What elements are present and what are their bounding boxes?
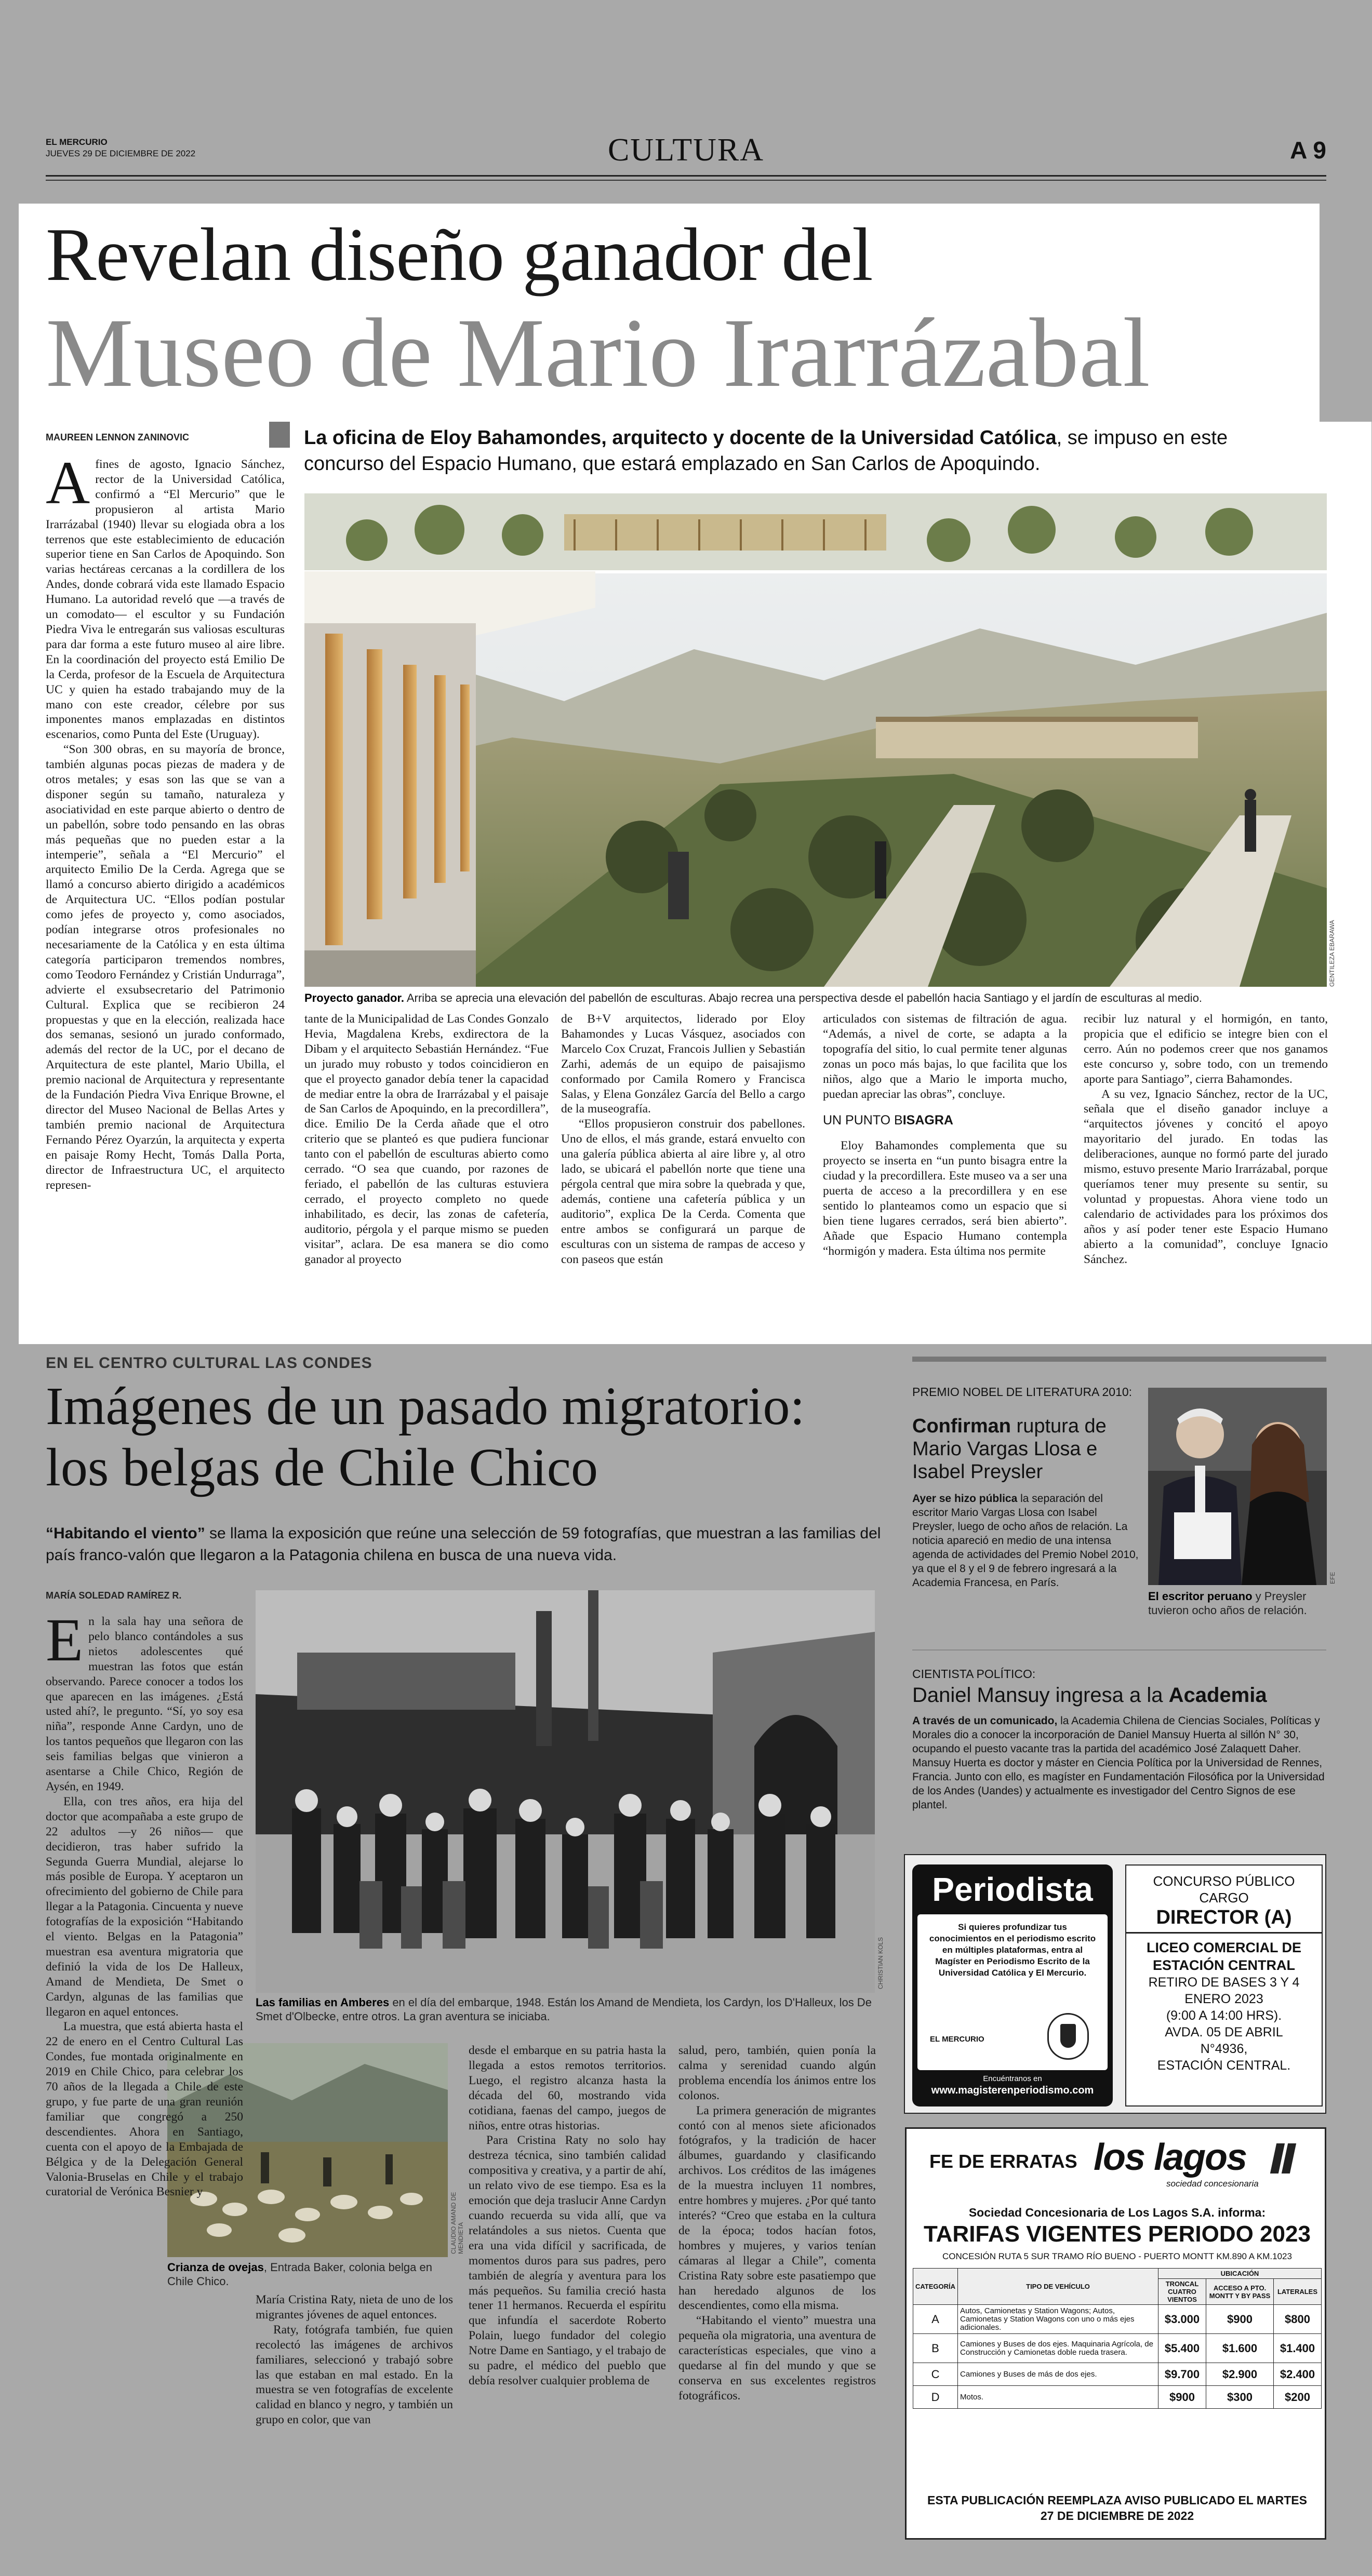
- concurso-line10: N°4936,: [1200, 2042, 1248, 2056]
- concurso-line8: (9:00 A 14:00 HRS).: [1166, 2008, 1282, 2023]
- brief2-kicker: CIENTISTA POLÍTICO:: [912, 1667, 1036, 1681]
- article1-column-2: [304, 1012, 549, 1334]
- errata-title: FE DE ERRATAS: [929, 2151, 1077, 2172]
- article1-col4-p2: Eloy Bahamondes complementa que su proyecto se inserta en “un punto bisagra entre la ciudad y la precordillera. Este museo va a ser una puerta de acceso a la precordillera y en ese sentido lo planteamos como un espacio que si bien tiene lugares cerrados, será bien abierto”. Añade que Espacio Humano contempla “hormigón y madera. Esta última nos permite: [823, 1139, 1067, 1258]
- tariff-row: [913, 2386, 1322, 2409]
- brief1-kicker: PREMIO NOBEL DE LITERATURA 2010:: [912, 1385, 1133, 1399]
- photo1-caption-rest: en el día del embarque, 1948. Están los Amand de Mendieta, los Cardyn, los D'Halleux, los De Smet d'Olbecke, entre otros. La gran aventura se iniciaba.: [256, 1996, 872, 2023]
- concurso-line9: AVDA. 05 DE ABRIL: [1165, 2025, 1283, 2040]
- article2-lead-rest: se llama la exposición que reúne una selección de 59 fotografías, que muestran a las familias del país franco-valón que llegaron a la Patagonia chilena en busca de una nueva vida.: [46, 1525, 881, 1564]
- article1-col5-p1: recibir luz natural y el hormigón, en tanto, propicia que el edificio se integre bien con el cerro. Aún no podemos creer que nos ganamos este concurso y, sobre todo, con un tremendo aporte para Santiago”, cierra Bahamondes.: [1084, 1012, 1328, 1086]
- concurso-line7: ENERO 2023: [1184, 1992, 1263, 2006]
- vargas-llosa-photo-svg: [1148, 1388, 1327, 1585]
- article1-caption: [304, 991, 1327, 1005]
- ad-periodista-panel: [917, 1914, 1108, 2070]
- article1-column-3: [561, 1012, 805, 1334]
- brief1-title: [912, 1415, 1151, 1483]
- article2-col4-p3: “Habitando el viento” muestra una pequeña ola migratoria, una aventura de características especiales, que vino a quedarse al fin del mundo y que se conserva en sus excelentes registros fotográficos.: [678, 2314, 876, 2403]
- article1-col2-p1: tante de la Municipalidad de Las Condes Gonzalo Hevia, Magdalena Krebs, exdirectora de la Dibam y el arquitecto Sebastián Hernández. “Fue un jurado muy robusto y todos coincidieron en que el proyecto ganador debía tener la capacidad de mediar entre la obra de Irarrázabal y el paisaje de San Carlos de Apoquindo, en la precordillera”, dice. Emilio De la Cerda añade que el otro criterio que se planteó es que pudiera funcionar tanto con el pabellón de esculturas abierto como cerrado. “O sea que cuando, por razones de feriado, el pabellón de las culturas estuviera cerrado, el proyecto completo no quede inhabilitado, es decir, las zonas de cafetería, auditorio, pérgola y el parque mismo se pueden visitar”, aclara. De esa manera se dio como ganador al proyecto: [304, 1012, 549, 1266]
- article1-lead-bold: La oficina de Eloy Bahamondes, arquitecto y docente de la Universidad Católica: [304, 427, 1057, 449]
- row-vehicle-type: Motos.: [958, 2386, 1158, 2409]
- article2-col3-p2: Para Cristina Raty no solo hay destreza técnica, sino también calidad compositiva y creativa, y a partir de ahí, un relato vivo de ese tiempo. Esa es la emoción que deja traslucir Anne Cardyn cuando recuerda su vida allí, que va relatándoles a sus nietos. Cuenta que era una vida difícil y sacrificada, de momentos duros para sus padres, pero también de alegría y aventura para los más pequeños. Su familia creció hasta tener 11 hermanos. Recuerda el espíritu que infundía el sacerdote Roberto Polain, luego fundador del colegio Notre Dame en Santiago, y el trabajo de su padre, el médico del pueblo que debía resolver cualquier problema de: [469, 2134, 666, 2387]
- brief1-title-rest: ruptura de Mario Vargas Llosa e Isabel Preysler: [912, 1415, 1107, 1483]
- row-vehicle-type: Camiones y Buses de más de dos ejes.: [958, 2363, 1158, 2386]
- row-vehicle-type: Autos, Camionetas y Station Wagons; Autos, Camionetas y Station Wagons con uno o más ejes adicionales.: [958, 2305, 1158, 2334]
- brief2-title: [912, 1683, 1267, 1708]
- article1-lead-rest: , se impuso en este concurso del Espacio Humano, que estará emplazado en San Carlos de Apoquindo.: [304, 427, 1228, 475]
- article2-col3-p1: desde el embarque en su patria hasta la llegada a estos remotos territorios. Luego, el registro alcanza hasta la década del 60, mostrando vida cotidiana, faenas del campo, juegos de niños, entre otras historias.: [469, 2044, 666, 2132]
- brief2-title-bold: Academia: [1168, 1684, 1267, 1707]
- lagos-footer: ESTA PUBLICACIÓN REEMPLAZA AVISO PUBLICADO EL MARTES 27 DE DICIEMBRE DE 2022: [927, 2493, 1307, 2523]
- concurso-line2: CARGO: [1199, 1890, 1249, 1906]
- article1-col3-p1: de B+V arquitectos, liderado por Eloy Bahamondes y Lucas Vásquez, asociados con Marcelo Cox Cruzat, Francois Jullien y Sebastián Zarhi, además de un equipo de paisajismo conformado por Camila Romero y Francisca Salas, y Elena González García del Bello a cargo de la museografía.: [561, 1012, 805, 1116]
- sidebar-rule: [912, 1357, 1326, 1362]
- brief1-body-rest: la separación del escritor Mario Vargas Llosa con Isabel Preysler, luego de ocho años de relación. La noticia apareció en medio de una intensa agenda de actividades del Premio Nobel 2010, ya que el 8 y el 9 de febrero ingresará a la Academia Francesa, en París.: [912, 1493, 1139, 1589]
- photo1-credit: CHRISTIAN KOLS: [877, 1937, 884, 1989]
- masthead: [46, 129, 1326, 177]
- article2-column-2: [256, 2292, 453, 2540]
- concurso-line4: LICEO COMERCIAL DE: [1146, 1940, 1301, 1955]
- ad-periodista-cta: Encuéntranos en: [983, 2074, 1042, 2083]
- th-acceso: ACCESO A PTO. MONTT Y BY PASS: [1206, 2279, 1274, 2305]
- brief1-caption-bold: El escritor peruano: [1148, 1590, 1253, 1603]
- article2-headline-2: los belgas de Chile Chico: [46, 1438, 598, 1497]
- ad-periodista-logo1: EL MERCURIO: [930, 2035, 984, 2044]
- section-name: CULTURA: [607, 132, 765, 168]
- masthead-rule: [46, 180, 1326, 181]
- brief2-rule: [912, 1649, 1326, 1651]
- article1-col1-p2: “Son 300 obras, en su mayoría de bronce, también algunas pocas piezas de madera y de otros metales; y esas son las que se van a disponer según su tamaño, naturaleza y asociatividad en este parque abierto o dentro de un pabellón, sobre todo pensando en las obras más pequeñas que no pueden estar a la intemperie”, señala a “El Mercurio” el arquitecto Emilio De la Cerda. Agrega que se llamó a concurso abierto dirigido a académicos de Arquitectura UC. “Ellos podían postular como jefes de proyecto y, como asociados, podían integrarse otros profesionales no necesariamente de la Católica y en esta última categoría participaron tremendos nombres, como Teodoro Fernández y Cristián Undurraga”, advierte el exsubsecretario del Patrimonio Cultural. Explica que se recibieron 24 propuestas y que en la elección, realizada hace dos semanas, sesionó un jurado conformado, además del rector de la UC, por el decano de Arquitectura de este plantel, Mario Ubilla, el premio nacional de Arquitectura y representante de la Fundación Piedra Viva Enrique Browne, el director del Museo Nacional de Bellas Artes y también premio nacional de Arquitectura Fernando Pérez Oyarzún, la arquitecta y experta en paisaje Romy Hecht, Tomás Dalla Porta, director de Infraestructura UC, el arquitecto represen-: [46, 743, 285, 1192]
- ad-los-lagos: [905, 2127, 1326, 2540]
- brief1-title-bold: Confirman: [912, 1415, 1011, 1437]
- article1-photo-credit: GENTILEZA EBARAWA: [1328, 920, 1336, 987]
- article1-column-4: [823, 1012, 1067, 1334]
- photo2-caption-rest: , Entrada Baker, colonia belga en Chile Chico.: [167, 2261, 432, 2288]
- concurso-line6: RETIRO DE BASES 3 Y 4: [1148, 1975, 1300, 1990]
- article1-col5-p2: A su vez, Ignacio Sánchez, rector de la UC, señala que el diseño ganador incluye a “arquitectos jóvenes y concitó el apoyo mayoritario del jurado. En todas las deliberaciones, aunque no formó parte del jurado mismo, estuvo presente Mario Irarrázabal, porque queríamos tener muy presente su sentir, su voluntad y propuestas. Ahora viene todo un calendario de actividades para los próximos dos años y así poder tener este Espacio Humano abierto a la comunidad”, concluye Ignacio Sánchez.: [1084, 1087, 1328, 1266]
- museum-render-image: [304, 493, 1327, 987]
- row-acceso: $1.600: [1206, 2334, 1274, 2363]
- article1-col4-p1: articulados con sistemas de filtración de agua. “Además, a nivel de corte, se adapta a la topografía del sitio, lo cual permite tener algunas zonas un poco más bajas, lo que facilita que los niños, algo que a Mario le importa mucho, puedan apreciar las obras”, concluye.: [823, 1012, 1067, 1101]
- photo1-caption: [256, 1995, 875, 2023]
- article2-col4-p2: La primera generación de migrantes contó con al menos siete aficionados fotógrafos, y la tradición de hacer álbumes, guardando y clasificando archivos. Los créditos de las imágenes de la muestra incluyen 11 nombres, entre hombres y mujeres. ¿Por qué tanto interés? “Creo que estaba en la cultura de la época; todos hacían fotos, hombres y mujeres, y varios tenían cámaras al llegar a Chile”, comenta Cristina Raty sobre este pasatiempo que han heredado algunos de los descendientes, como ella misma.: [678, 2103, 876, 2313]
- row-laterales: $200: [1274, 2386, 1322, 2409]
- article1-drop-cap: A: [46, 457, 90, 517]
- ad-periodista[interactable]: [912, 1864, 1113, 2107]
- article2-col1-p2: Ella, con tres años, era hija del doctor que acompañaba a este grupo de 22 adultos —y 26 niños— que decidieron, tras haber sufrido la Segunda Guerra Mundial, alejarse lo más posible de Europa. Y aceptaron un ofrecimiento del gobierno de Chile para llegar a la Patagonia. Cincuenta y nueve fotografías de la exposición “Habitando el viento. Belgas en la Patagonia” muestran esa aventura migratoria que definió la vida de los De Halleux, Amand de Mendieta, De Smet o Cardyn, algunas de las familias que llegaron en aquel entonces.: [46, 1794, 243, 2019]
- article1-caption-bold: Proyecto ganador.: [304, 991, 404, 1004]
- article2-byline: MARÍA SOLEDAD RAMÍREZ R.: [46, 1590, 182, 1601]
- brief2-title-rest: Daniel Mansuy ingresa a la: [912, 1684, 1169, 1707]
- article2-drop-cap: E: [46, 1614, 84, 1674]
- article1-headline-2: Museo de Mario Irarrázabal: [46, 299, 1150, 408]
- article2-col2-p2: Raty, fotógrafa también, fue quien recolectó las imágenes de archivos familiares, seleccionó y trabajó sobre las que estaban en mal estado. En la muestra se ven fotografías de excelente calidad en blanco y negro, y también un grupo en color, que van: [256, 2323, 453, 2427]
- issue-date: JUEVES 29 DE DICIEMBRE DE 2022: [46, 149, 196, 158]
- ad-periodista-url[interactable]: www.magisterenperiodismo.com: [931, 2085, 1094, 2096]
- row-troncal: $5.400: [1158, 2334, 1206, 2363]
- article1-headline-1: Revelan diseño ganador del: [46, 212, 873, 297]
- photo2-caption-bold: Crianza de ovejas: [167, 2261, 264, 2274]
- tariff-table: [913, 2268, 1322, 2409]
- subhead-bold: ISAGRA: [902, 1113, 953, 1128]
- ad-periodista-title: Periodista: [932, 1871, 1093, 1908]
- tariff-row: [913, 2363, 1322, 2386]
- concurso-line5: ESTACIÓN CENTRAL: [1153, 1957, 1295, 1973]
- article1-column-5: [1084, 1012, 1328, 1334]
- subhead-light: UN PUNTO B: [823, 1113, 903, 1128]
- article2-col4-p1: salud, pero, también, quien ponía la calma y serenidad cuando algún problema encendía los ánimos entre los colonos.: [678, 2044, 876, 2102]
- row-troncal: $3.000: [1158, 2305, 1206, 2334]
- article2-column-4: [678, 2043, 876, 2540]
- row-vehicle-type: Camiones y Buses de dos ejes. Maquinaria Agrícola, de Construcción y Camionetas doble rueda trasera.: [958, 2334, 1158, 2363]
- brief2-body-bold: A través de un comunicado,: [912, 1715, 1058, 1727]
- page-number: A 9: [1290, 137, 1326, 164]
- article1-subhead: [823, 1113, 1067, 1128]
- brief1-body: [912, 1492, 1141, 1590]
- vargas-llosa-photo: [1148, 1388, 1327, 1585]
- th-laterales: LATERALES: [1274, 2279, 1322, 2305]
- article2-kicker: EN EL CENTRO CULTURAL LAS CONDES: [46, 1354, 372, 1372]
- lead-marker: [269, 422, 290, 448]
- photo2-credit: CLAUDIO AMAND DE MENDIETA: [450, 2192, 464, 2254]
- families-photo-svg: [256, 1590, 875, 1993]
- row-acceso: $300: [1206, 2386, 1274, 2409]
- row-laterales: $2.400: [1274, 2363, 1322, 2386]
- lagos-informa: Sociedad Concesionaria de Los Lagos S.A. informa:: [968, 2206, 1266, 2219]
- article1-caption-rest: Arriba se aprecia una elevación del pabellón de esculturas. Abajo recrea una perspectiva desde el pabellón hacia Santiago y el jardín de esculturas al medio.: [404, 991, 1203, 1004]
- article1-byline: MAUREEN LENNON ZANINOVIC: [46, 432, 190, 442]
- article2-lead-bold: “Habitando el viento”: [46, 1525, 205, 1542]
- row-laterales: $1.400: [1274, 2334, 1322, 2363]
- paper-name: EL MERCURIO: [46, 137, 108, 147]
- brief2-body: [912, 1714, 1326, 1812]
- row-troncal: $900: [1158, 2386, 1206, 2409]
- tariff-row: [913, 2334, 1322, 2363]
- concurso-line11: ESTACIÓN CENTRAL.: [1157, 2058, 1291, 2073]
- brief1-body-bold: Ayer se hizo pública: [912, 1493, 1018, 1505]
- brief2-body-rest: la Academia Chilena de Ciencias Sociales, Políticas y Morales dio a conocer la incorporación de Daniel Mansuy Huerta al sillón N° 30, ocupando el puesto vacante tras la partida del académico José Zalaquett Daher. Mansuy Huerta es doctor y máster en Ciencia Política por la Universidad de Rennes, Francia. Junto con ello, es magíster en Fundamentación Filosófica por la Universidad de los Andes (Uandes) y actualmente es investigador del Centro Signos de ese plantel.: [912, 1715, 1325, 1811]
- row-troncal: $9.700: [1158, 2363, 1206, 2386]
- brief1-caption-rest: y Preysler tuvieron ocho años de relación.: [1148, 1590, 1307, 1617]
- lagos-route: CONCESIÓN RUTA 5 SUR TRAMO RÍO BUENO - PUERTO MONTT KM.890 A KM.1023: [942, 2251, 1292, 2261]
- brief1-photo-credit: EFE: [1329, 1572, 1336, 1584]
- article2-lead: [46, 1523, 908, 1566]
- row-category: A: [913, 2305, 958, 2334]
- article2-col2-p1: María Cristina Raty, nieta de uno de los migrantes jóvenes de aquel entonces.: [256, 2293, 453, 2322]
- uc-seal-icon: [1047, 2013, 1089, 2060]
- article2-col1-p3: La muestra, que está abierta hasta el 22 de enero en el Centro Cultural Las Condes, fue montada originalmente en 2019 en Chile Chico, para celebrar los 70 años de la llegada a Chile de este grupo, y fue parte de una gran reunión familiar que congregó a 250 descendientes. Ahora en Santiago, cuenta con el apoyo de la Embajada de Bélgica y de la Delegación General Valonia-Bruselas en Chile y el trabajo curatorial de Verónica Besnier y: [46, 2020, 243, 2199]
- article1-col1-p1: fines de agosto, Ignacio Sánchez, rector de la Universidad Católica, confirmó a “El Mercurio” que le propusieron al artista Mario Irarrázabal (1940) llevar su elogiada obra a los terrenos que este establecimiento de educación superior tiene en San Carlos de Apoquindo. Son varias hectáreas cercanas a la cordillera de los Andes, donde cobrará vida este llamado Espacio Humano. La autoridad reveló que —a través de un comodato— el escultor y su Fundación Piedra Viva le entregarán sus valiosas esculturas para dar forma a este futuro museo al aire libre. En la coordinación del proyecto está Emilio De la Cerda, profesor de la Escuela de Arquitectura UC y quien ha estado trabajando muy de la mano con este creador, célebre por sus imponentes manos emplazadas en distintos escenarios, como Punta del Este (Uruguay).: [46, 458, 285, 742]
- families-antwerp-photo: [256, 1590, 875, 1993]
- th-troncal: TRONCAL CUATRO VIENTOS: [1158, 2279, 1206, 2305]
- ad-periodista-body: Si quieres profundizar tus conocimientos en el periodismo escrito en múltiples plataformas, entra al Magíster en Periodismo Escrito de la Universidad Católica y El Mercurio.: [929, 1922, 1096, 1978]
- row-laterales: $800: [1274, 2305, 1322, 2334]
- concurso-line1: CONCURSO PÚBLICO: [1153, 1873, 1295, 1889]
- th-category: CATEGORÍA: [913, 2269, 958, 2305]
- article1-col3-p2: “Ellos propusieron construir dos pabellones. Uno de ellos, el más grande, estará envuelto con una galería pública abierta al aire libre y, al otro lado, se ubicará el pabellón norte que tiene una pérgola central que mira sobre la quebrada y que, además, contiene una cafetería pública y un auditorio”, explica De la Cerda. Comenta que entre ambos se configurará un parque de esculturas con un sistema de rampas de acceso y con paseos que están: [561, 1117, 805, 1266]
- th-vehicle-type: TIPO DE VEHÍCULO: [958, 2269, 1158, 2305]
- lagos-brand: los lagos: [1094, 2137, 1247, 2178]
- photo1-caption-bold: Las familias en Amberes: [256, 1996, 390, 2009]
- row-acceso: $2.900: [1206, 2363, 1274, 2386]
- row-acceso: $900: [1206, 2305, 1274, 2334]
- article2-headline-1: Imágenes de un pasado migratorio:: [46, 1376, 805, 1436]
- concurso-line3: DIRECTOR (A): [1156, 1907, 1292, 1928]
- article2-column-3: [469, 2043, 666, 2540]
- th-location: UBICACIÓN: [1158, 2269, 1322, 2279]
- row-category: B: [913, 2334, 958, 2363]
- brief1-caption: [1148, 1589, 1327, 1617]
- tariff-row: [913, 2305, 1322, 2334]
- ad-concurso: [1125, 1864, 1323, 2107]
- article1-lead: [304, 425, 1301, 477]
- lagos-brand-sub: sociedad concesionaria: [1166, 2179, 1259, 2189]
- lagos-tariff-title: TARIFAS VIGENTES PERIODO 2023: [924, 2221, 1311, 2247]
- row-category: D: [913, 2386, 958, 2409]
- article2-column-1: [46, 1614, 243, 2540]
- article2-col1-p1: n la sala hay una señora de pelo blanco contándoles a sus nietos adolescentes qué muestran las fotos que están observando. Parece conocer a todos los que aparecen en las imágenes. ¿Está usted ahí?, le pregunto. “Sí, yo soy esa niña”, responde Anne Cardyn, uno de los tantos pequeños que llegaron con las seis familias belgas que vinieron a asentarse a Chile Chico, Región de Aysén, en 1949.: [46, 1615, 243, 1793]
- article1-column-1: [46, 457, 285, 1335]
- museum-render-svg: [304, 493, 1327, 987]
- row-category: C: [913, 2363, 958, 2386]
